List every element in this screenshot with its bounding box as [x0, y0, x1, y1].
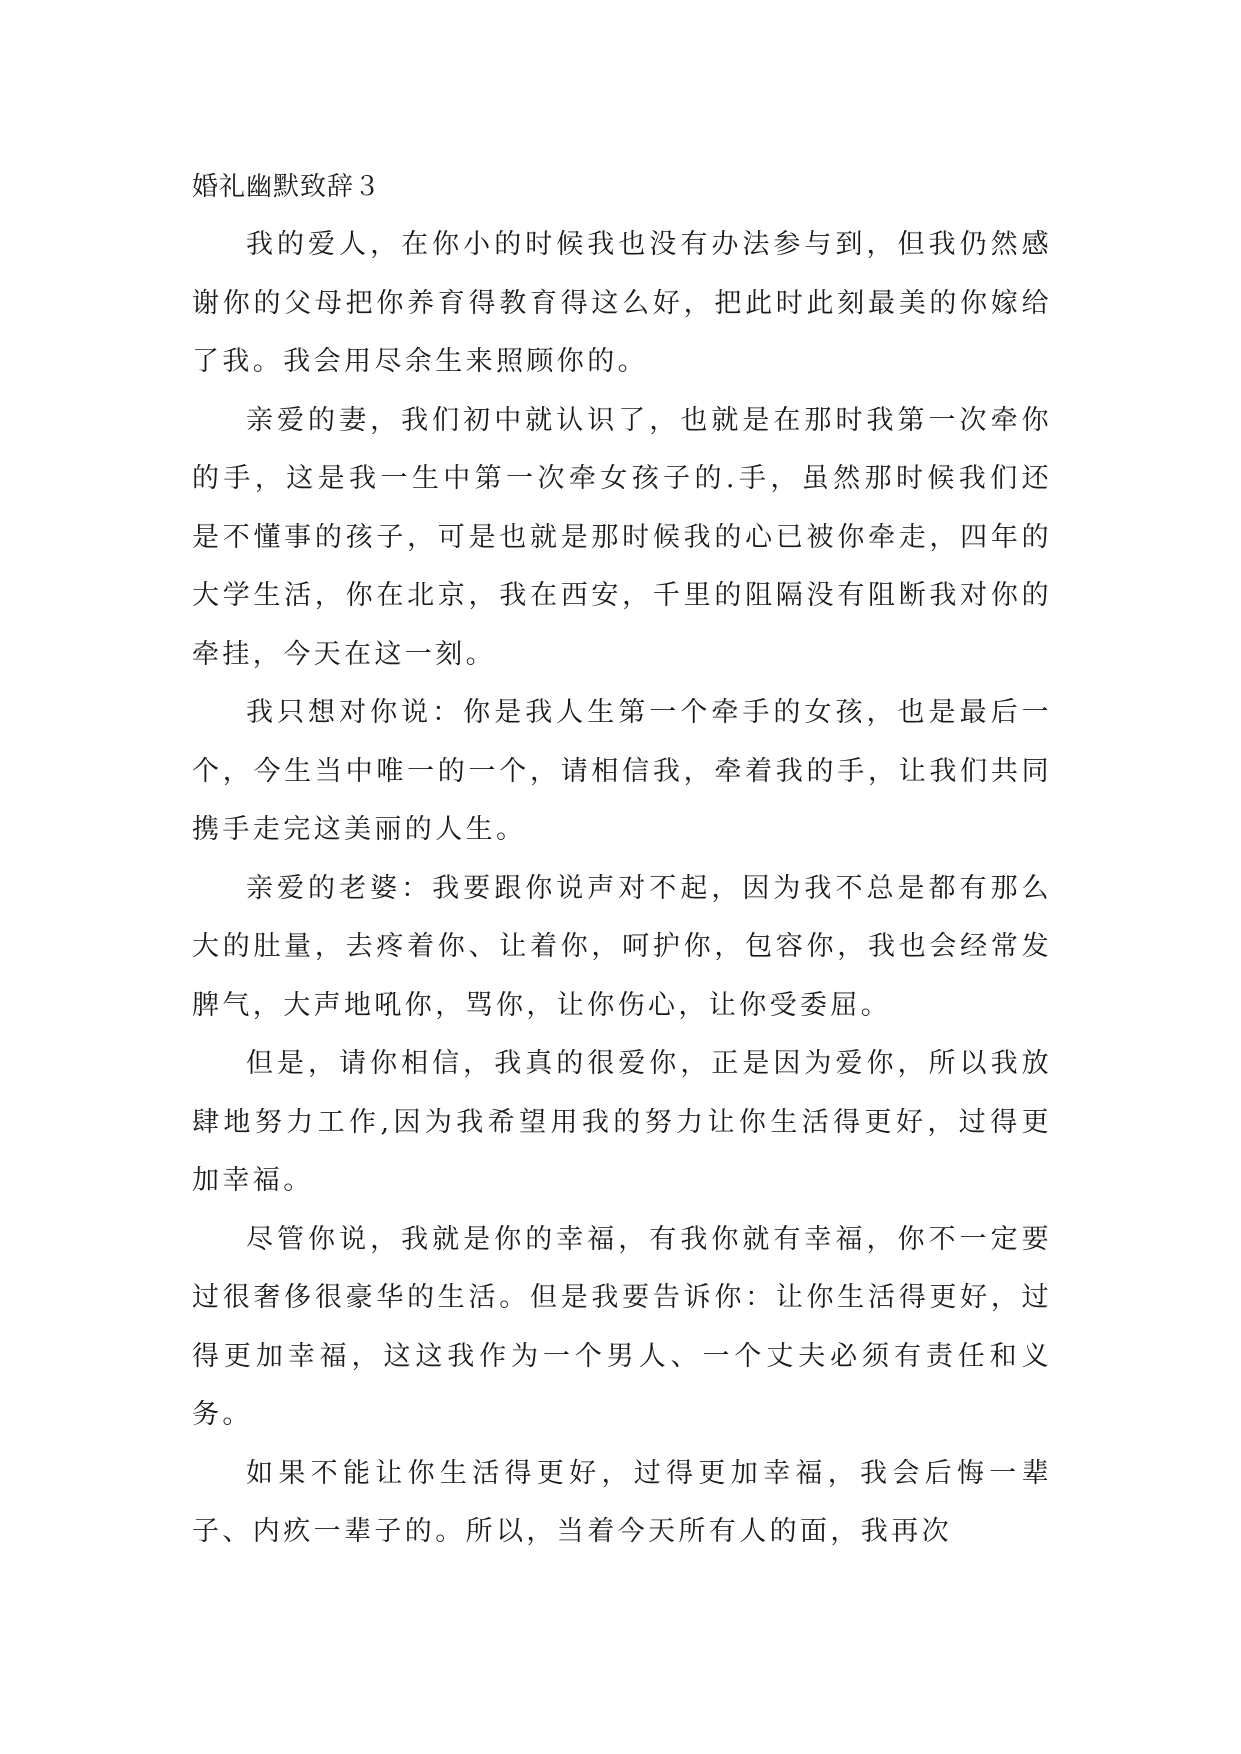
- paragraph: 亲爱的妻，我们初中就认识了，也就是在那时我第一次牵你的手，这是我一生中第一次牵女孩子的.手，虽然那时候我们还是不懂事的孩子，可是也就是那时候我的心已被你牵走，四年的大学生活，你在北京，我在西安，千里的阻隔没有阻断我对你的牵挂，今天在这一刻。: [192, 404, 1052, 670]
- document-body: [192, 158, 1052, 1562]
- paragraph: 如果不能让你生活得更好，过得更加幸福，我会后悔一辈子、内疚一辈子的。所以，当着今天所有人的面，我再次: [192, 1457, 1052, 1547]
- paragraph: 亲爱的老婆：我要跟你说声对不起，因为我不总是都有那么大的肚量，去疼着你、让着你，呵护你，包容你，我也会经常发脾气，大声地吼你，骂你，让你伤心，让你受委屈。: [192, 872, 1052, 1021]
- paragraph: 但是，请你相信，我真的很爱你，正是因为爱你，所以我放肆地努力工作,因为我希望用我的努力让你生活得更好，过得更加幸福。: [192, 1048, 1052, 1196]
- paragraph: 我只想对你说：你是我人生第一个牵手的女孩，也是最后一个，今生当中唯一的一个，请相信我，牵着我的手，让我们共同携手走完这美丽的人生。: [192, 697, 1052, 845]
- paragraph: 尽管你说，我就是你的幸福，有我你就有幸福，你不一定要过很奢侈很豪华的生活。但是我要告诉你：让你生活得更好，过得更加幸福，这这我作为一个男人、一个丈夫必须有责任和义务。: [192, 1223, 1052, 1430]
- document-title: 婚礼幽默致辞３: [192, 172, 382, 202]
- paragraph: 我的爱人，在你小的时候我也没有办法参与到，但我仍然感谢你的父母把你养育得教育得这么好，把此时此刻最美的你嫁给了我。我会用尽余生来照顾你的。: [192, 229, 1052, 377]
